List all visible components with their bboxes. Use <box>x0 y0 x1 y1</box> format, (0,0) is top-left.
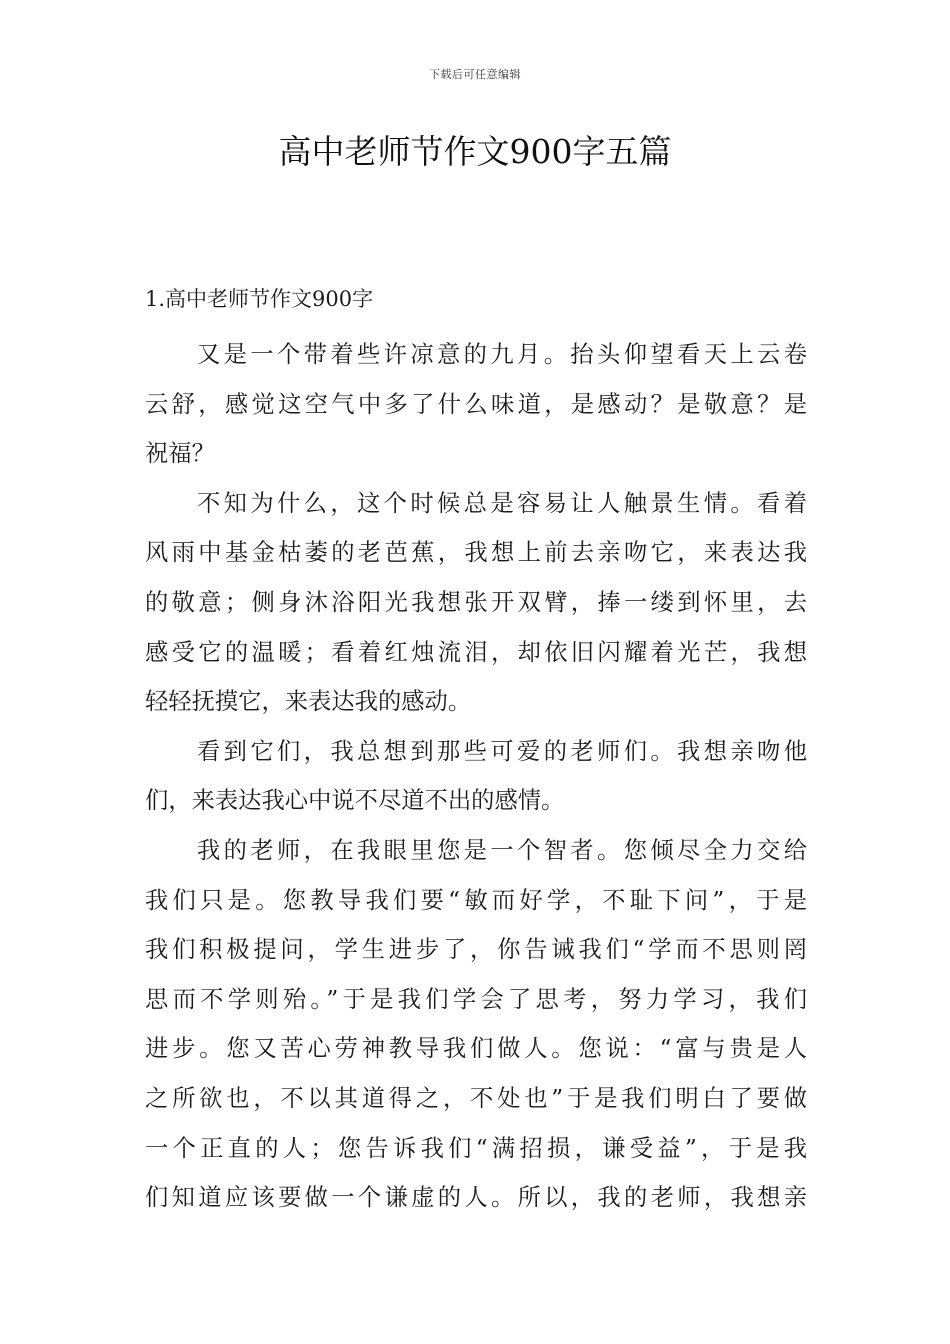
paragraph-line: 又是一个带着些许凉意的九月。抬头仰望看天上云卷 <box>197 341 807 368</box>
paragraph-line: 一个正直的人；您告诉我们“满招损，谦受益”，于是我 <box>145 1134 807 1162</box>
paragraph-list <box>145 330 807 1223</box>
paragraph-line: 们知道应该要做一个谦虚的人。所以，我的老师，我想亲 <box>145 1184 807 1212</box>
paragraph-line: 云舒，感觉这空气中多了什么味道，是感动？是敬意？是 <box>145 390 807 418</box>
paragraph-line: 轻轻抚摸它，来表达我的感动。 <box>145 688 472 716</box>
paragraph-line: 思而不学则殆。”于是我们学会了思考，努力学习，我们 <box>145 985 807 1013</box>
paragraph <box>145 479 807 727</box>
paragraph-line: 感受它的温暖；看着红烛流泪，却依旧闪耀着光芒，我想 <box>145 638 807 666</box>
paragraph <box>145 727 807 826</box>
paragraph-line: 我们只是。您教导我们要“敏而好学，不耻下问”，于是 <box>145 886 807 914</box>
paragraph-line: 的敬意；侧身沐浴阳光我想张开双臂，捧一缕到怀里，去 <box>145 588 807 616</box>
paragraph-line: 风雨中基金枯萎的老芭蕉，我想上前去亲吻它，来表达我 <box>145 539 807 567</box>
document-body <box>145 280 807 1223</box>
section-heading: 1.高中老师节作文900字 <box>145 287 374 311</box>
paragraph-line: 不知为什么，这个时候总是容易让人触景生情。看着 <box>197 489 807 517</box>
paragraph-line: 看到它们，我总想到那些可爱的老师们。我想亲吻他 <box>197 737 807 765</box>
paragraph-line: 们，来表达我心中说不尽道不出的感情。 <box>145 787 565 815</box>
paragraph-line: 进步。您又苦心劳神教导我们做人。您说：“富与贵是人 <box>145 1035 807 1063</box>
paragraph-line: 祝福？ <box>145 440 215 468</box>
paragraph-line: 我的老师，在我眼里您是一个智者。您倾尽全力交给 <box>197 836 807 864</box>
paragraph-line: 我们积极提问，学生进步了，你告诫我们“学而不思则罔 <box>145 936 807 964</box>
paragraph-line: 之所欲也，不以其道得之，不处也”于是我们明白了要做 <box>145 1084 807 1112</box>
document-title: 高中老师节作文900字五篇 <box>278 132 672 171</box>
paragraph <box>145 826 807 1223</box>
header-note: 下载后可任意编辑 <box>429 68 521 81</box>
paragraph <box>145 330 807 479</box>
